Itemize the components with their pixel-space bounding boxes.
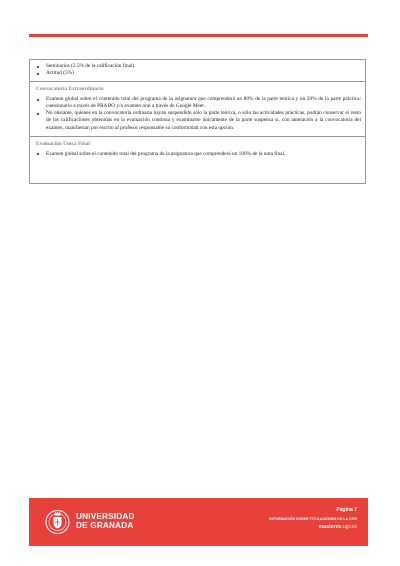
university-name (76, 512, 135, 530)
url-bold: masteres (318, 524, 342, 530)
list-item: Seminarios (2.5% de la calificación final). (34, 63, 361, 70)
list-item: Actitud (5%) (34, 70, 361, 77)
info-text: INFORMACIÓN SOBRE TITULACIONES DE LA UGR (269, 517, 357, 521)
list-item: Examen global sobre el contenido total del programa de la asignatura que comprenderá un 80% de la parte teórica y un 20% de la parte práctica: cuestionario a través de PRADO y/o examen oral a través de Google Meet. (34, 96, 361, 110)
item-list (34, 63, 361, 77)
section-extraordinary (30, 82, 365, 136)
url-light: .ugr.es (341, 524, 357, 530)
item-list (34, 96, 361, 131)
section-continuous (30, 60, 365, 82)
section-heading: Evaluación Única Final (36, 140, 90, 147)
section-single-final (30, 137, 365, 162)
university-name-line1: UNIVERSIDAD (76, 512, 135, 521)
list-item: Examen global sobre el contenido total del programa de la asignatura que comprenderá un 100% de la nota final. (34, 151, 361, 158)
item-list (34, 151, 361, 158)
page-number: Página 7 (336, 507, 357, 513)
list-item: No obstante, quienes en la convocatoria ordinaria hayan suspendido sólo la parte teórica, o sólo las actividades prácticas, podrán conservar el resto de las calificaciones obtenidas en la evaluación continua y examinarse únicamente de la parte suspensa si, con antelación a la convocatoria del examen, manifiestan por escrito al profesor responsable su conformidad con esta opción. (34, 110, 361, 131)
page-footer (29, 498, 368, 546)
university-name-line2: DE GRANADA (76, 521, 134, 530)
evaluation-table (29, 59, 366, 184)
section-heading: Convocatoria Extraordinaria (36, 86, 104, 93)
header-rule (29, 34, 368, 37)
university-crest-icon (45, 507, 70, 537)
masters-link[interactable] (319, 524, 357, 530)
